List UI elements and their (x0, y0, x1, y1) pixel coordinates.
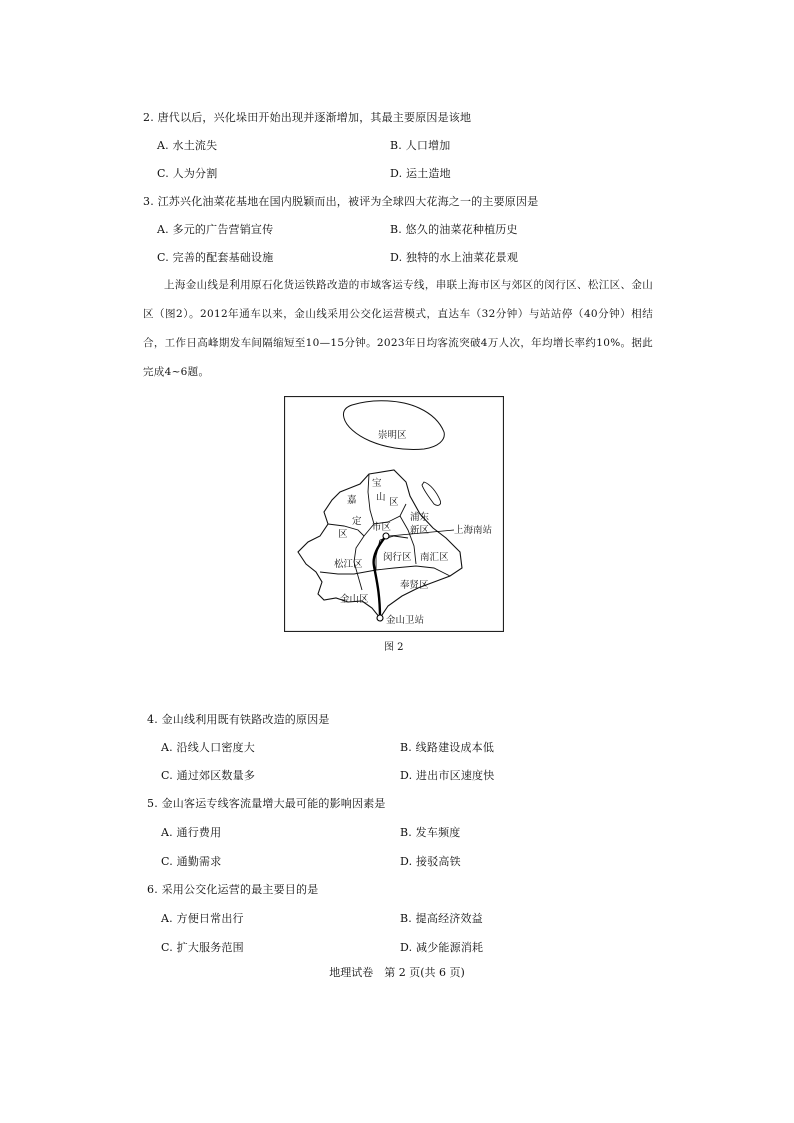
question-3-option-a: A. 多元的广告营销宣传 (157, 223, 274, 236)
question-6-option-a: A. 方便日常出行 (161, 912, 244, 925)
question-6-option-b: B. 提高经济效益 (400, 912, 483, 925)
map-label-shanghai-south-station: 上海南站 (454, 525, 493, 536)
map-label-baoshan-2: 山 (376, 492, 386, 503)
question-5-option-d: D. 接驳高铁 (400, 855, 461, 868)
question-2-option-d: D. 运土造地 (390, 167, 451, 180)
question-6-option-c: C. 扩大服务范围 (161, 941, 244, 954)
question-2-stem: 2. 唐代以后，兴化垛田开始出现并逐渐增加，其最主要原因是该地 (143, 111, 472, 124)
page-footer: 地理试卷 第 2 页(共 6 页) (329, 966, 465, 979)
figure-caption: 图 2 (384, 642, 404, 653)
question-5-option-a: A. 通行费用 (161, 826, 222, 839)
map-label-chongming: 崇明区 (378, 430, 407, 441)
map-label-minhang: 闵行区 (383, 552, 412, 563)
question-5-option-b: B. 发车频度 (400, 826, 461, 839)
question-6-option-d: D. 减少能源消耗 (400, 941, 484, 954)
map-label-jinshan: 金山区 (340, 594, 369, 605)
question-4-stem: 4. 金山线利用既有铁路改造的原因是 (147, 713, 330, 726)
map-label-songjiang: 松江区 (334, 559, 363, 570)
map-label-nanhui: 南汇区 (420, 552, 449, 563)
question-3-option-c: C. 完善的配套基础设施 (157, 251, 274, 264)
question-5-stem: 5. 金山客运专线客流量增大最可能的影响因素是 (147, 797, 386, 810)
map-label-pudong-1: 浦东 (410, 512, 430, 523)
shanghai-map-figure (284, 396, 504, 632)
question-4-option-b: B. 线路建设成本低 (400, 741, 495, 754)
map-label-jiading-1: 嘉 (347, 495, 357, 506)
question-3-option-d: D. 独特的水上油菜花景观 (390, 251, 519, 264)
map-label-baoshan-3: 区 (389, 497, 399, 508)
map-label-fengxian: 奉贤区 (400, 580, 429, 591)
map-label-pudong-2: 新区 (410, 525, 430, 536)
map-label-jinshanwei-station: 金山卫站 (386, 615, 425, 626)
map-label-shiqu: 市区 (372, 522, 392, 533)
map-label-baoshan-1: 宝 (372, 478, 382, 489)
reading-passage: 上海金山线是利用原石化货运铁路改造的市域客运专线，串联上海市区与郊区的闵行区、松江区、金山区（图2）。2012年通车以来，金山线采用公交化运营模式，直达车（32分钟）与站站停（40分钟）相结合，工作日高峰期发车间隔缩短至10—15分钟。2023年日均客流突破4万人次，年均增长率约10%。据此完成4~6题。 (143, 279, 653, 378)
question-3-stem: 3. 江苏兴化油菜花基地在国内脱颖而出，被评为全球四大花海之一的主要原因是 (143, 195, 539, 208)
map-label-jiading-3: 区 (338, 529, 348, 540)
question-4-option-d: D. 进出市区速度快 (400, 769, 495, 782)
question-2-option-c: C. 人为分割 (157, 167, 218, 180)
map-label-jiading-2: 定 (352, 516, 362, 527)
question-2-option-a: A. 水土流失 (157, 139, 218, 152)
question-2-option-b: B. 人口增加 (390, 139, 451, 152)
question-6-stem: 6. 采用公交化运营的最主要目的是 (147, 883, 319, 896)
question-4-option-c: C. 通过郊区数量多 (161, 769, 256, 782)
question-5-option-c: C. 通勤需求 (161, 855, 222, 868)
question-3-option-b: B. 悠久的油菜花种植历史 (390, 223, 518, 236)
question-4-option-a: A. 沿线人口密度大 (161, 741, 255, 754)
